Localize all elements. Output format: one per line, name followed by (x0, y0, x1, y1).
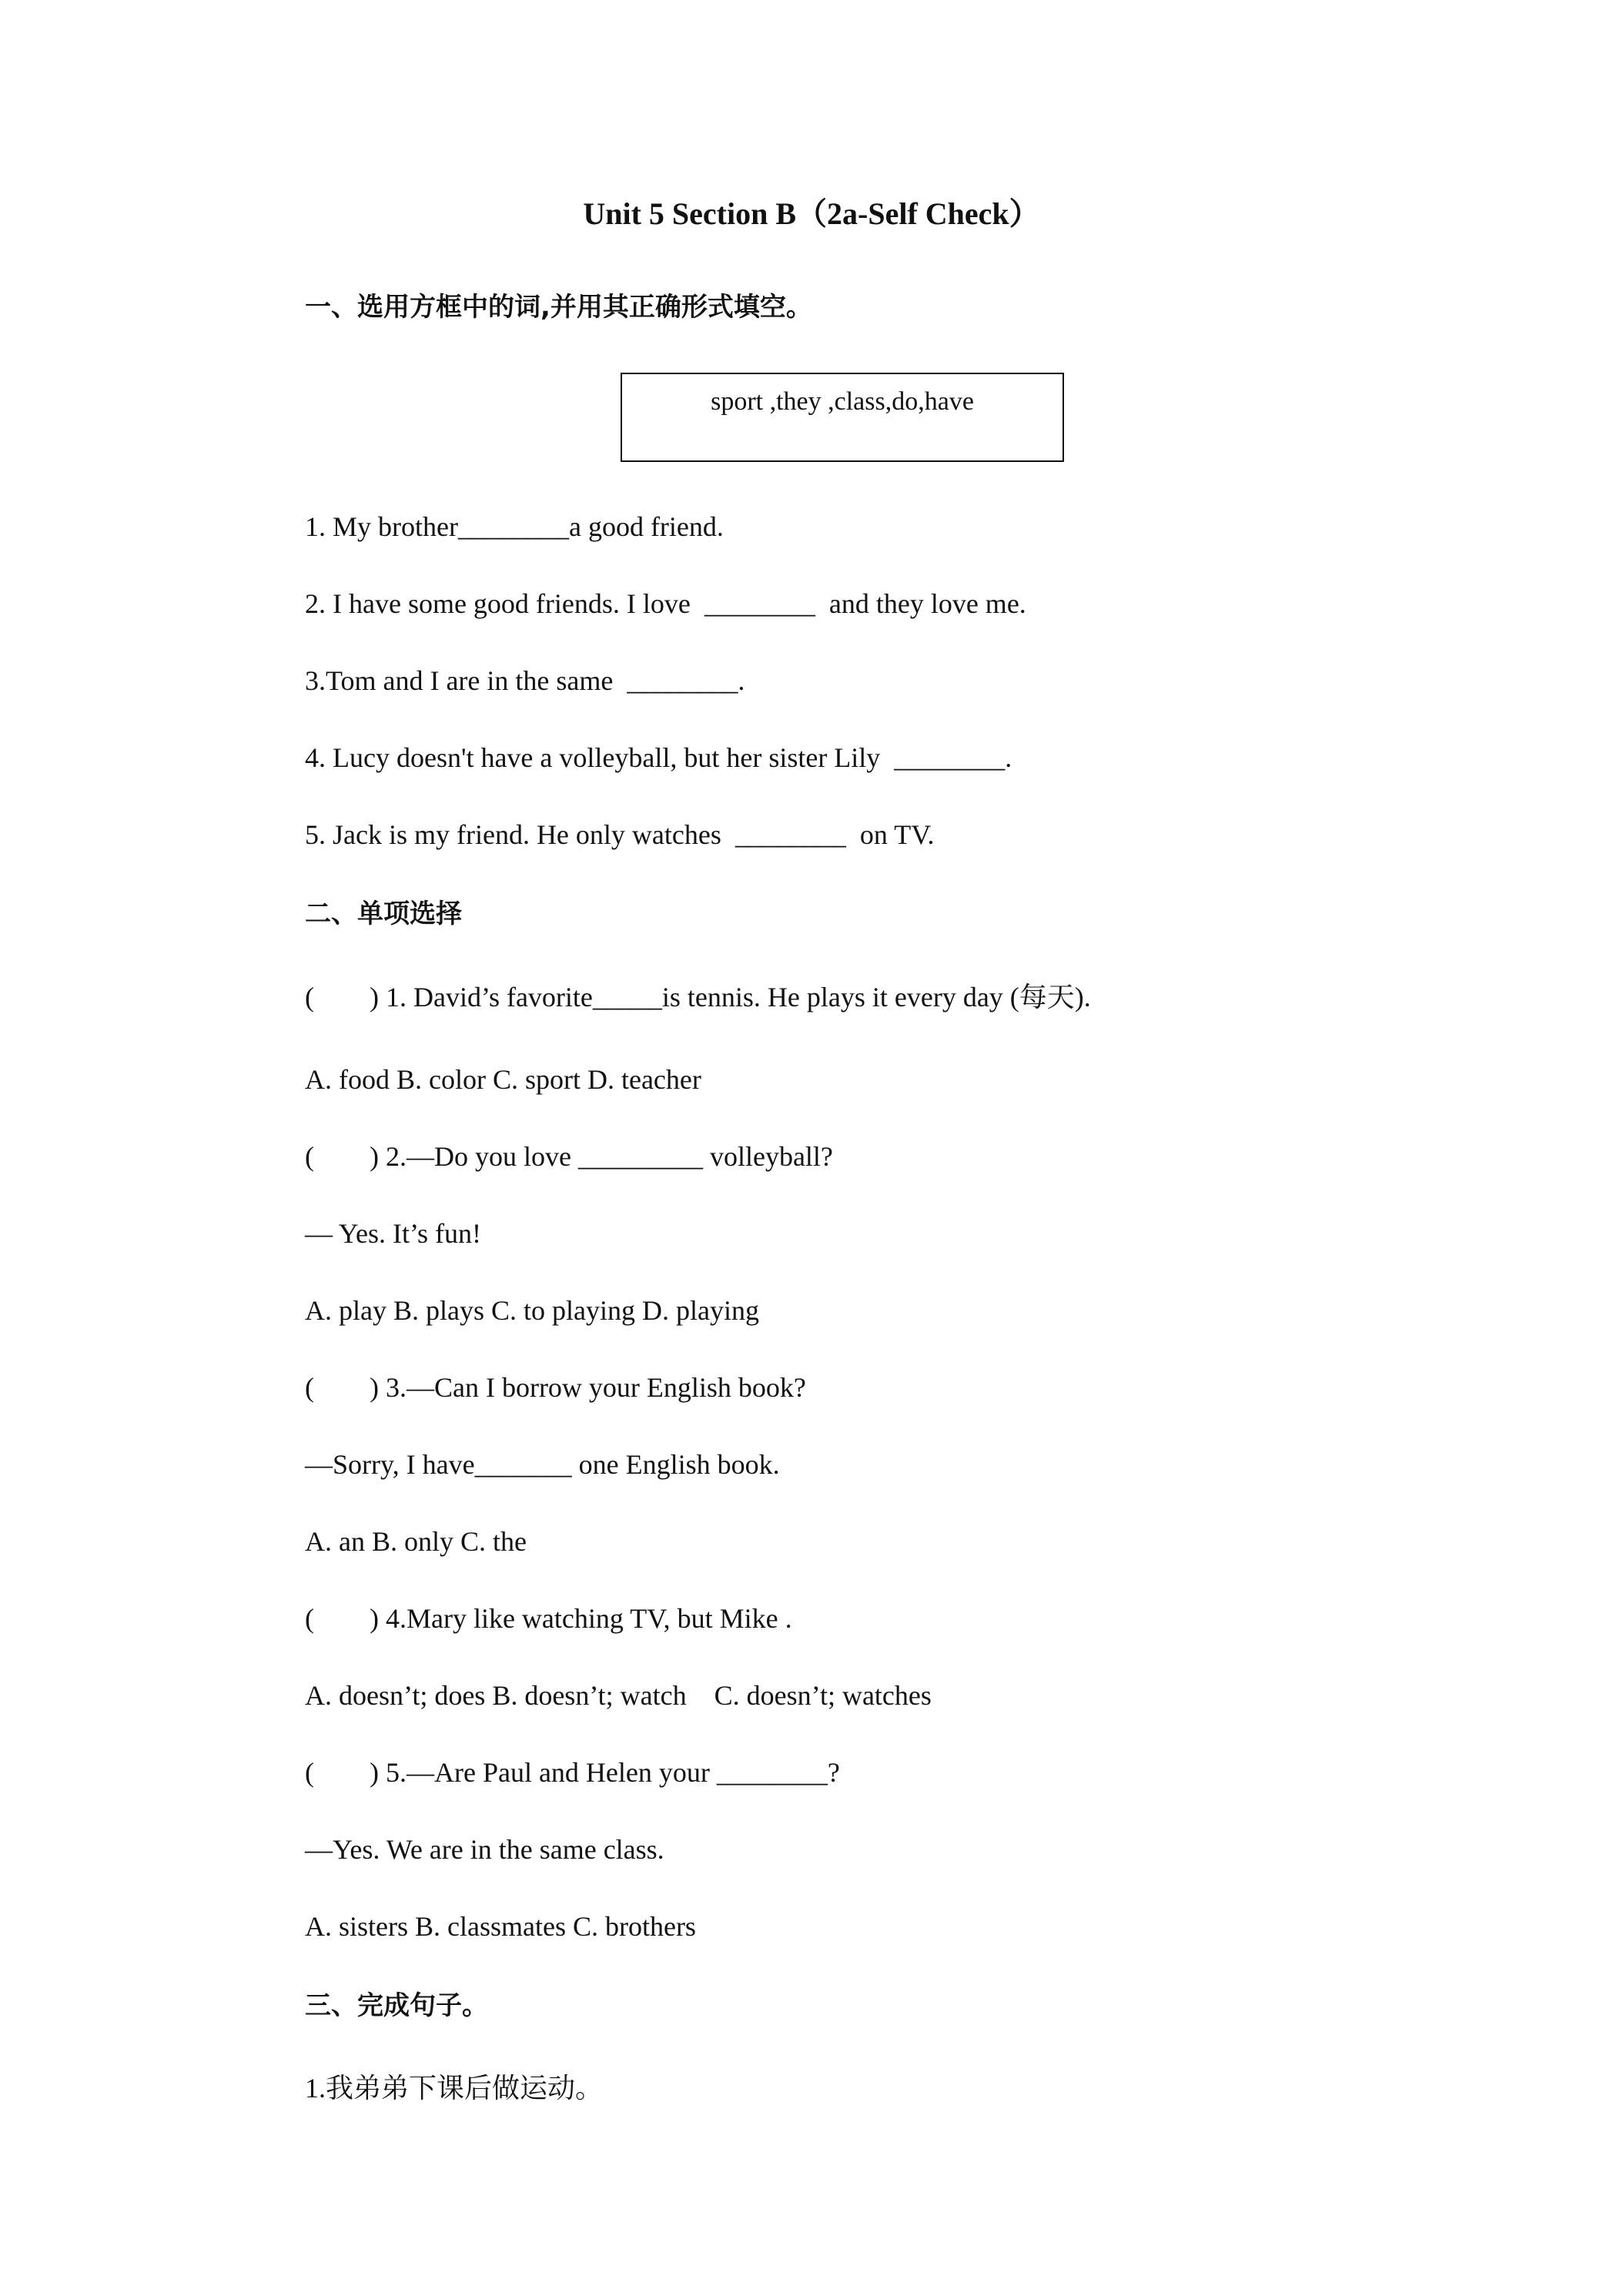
fill-blank-item-3: 3.Tom and I are in the same ________. (305, 665, 745, 696)
choice-reply-2: — Yes. It’s fun! (305, 1218, 482, 1249)
choice-reply-3: —Sorry, I have_______ one English book. (305, 1449, 780, 1480)
fill-blank-item-4: 4. Lucy doesn't have a volleyball, but her sister Lily ________. (305, 742, 1012, 773)
choice-question-2: ( ) 2.—Do you love _________ volleyball? (305, 1141, 833, 1172)
choice-options-2: A. play B. plays C. to playing D. playing (305, 1295, 759, 1326)
choice-reply-5: —Yes. We are in the same class. (305, 1834, 664, 1865)
choice-options-3: A. an B. only C. the (305, 1526, 527, 1557)
choice-question-5: ( ) 5.—Are Paul and Helen your ________? (305, 1757, 840, 1788)
section-2-heading: 二、单项选择 (305, 899, 462, 929)
choice-options-4: A. doesn’t; does B. doesn’t; watch C. doesn’t; watches (305, 1680, 932, 1711)
fill-blank-item-5: 5. Jack is my friend. He only watches ________ on TV. (305, 819, 935, 850)
fill-blank-item-2: 2. I have some good friends. I love ________ and they love me. (305, 588, 1026, 619)
fill-blank-item-1: 1. My brother________a good friend. (305, 511, 724, 542)
word-box (621, 373, 1064, 462)
sentence-item-1: 1.我弟弟下课后做运动。 (305, 2073, 604, 2104)
choice-question-4: ( ) 4.Mary like watching TV, but Mike . (305, 1603, 792, 1634)
section-3-heading: 三、完成句子。 (305, 1990, 488, 2021)
choice-options-1: A. food B. color C. sport D. teacher (305, 1064, 701, 1095)
choice-question-1: ( ) 1. David’s favorite_____is tennis. He plays it every day (每天). (305, 982, 1091, 1012)
word-box-text: sport ,they ,class,do,have (711, 387, 974, 416)
choice-options-5: A. sisters B. classmates C. brothers (305, 1911, 696, 1942)
choice-question-3: ( ) 3.—Can I borrow your English book? (305, 1372, 806, 1403)
page-title: Unit 5 Section B（2a-Self Check） (583, 196, 1040, 231)
section-1-heading: 一、选用方框中的词,并用其正确形式填空。 (305, 292, 812, 323)
